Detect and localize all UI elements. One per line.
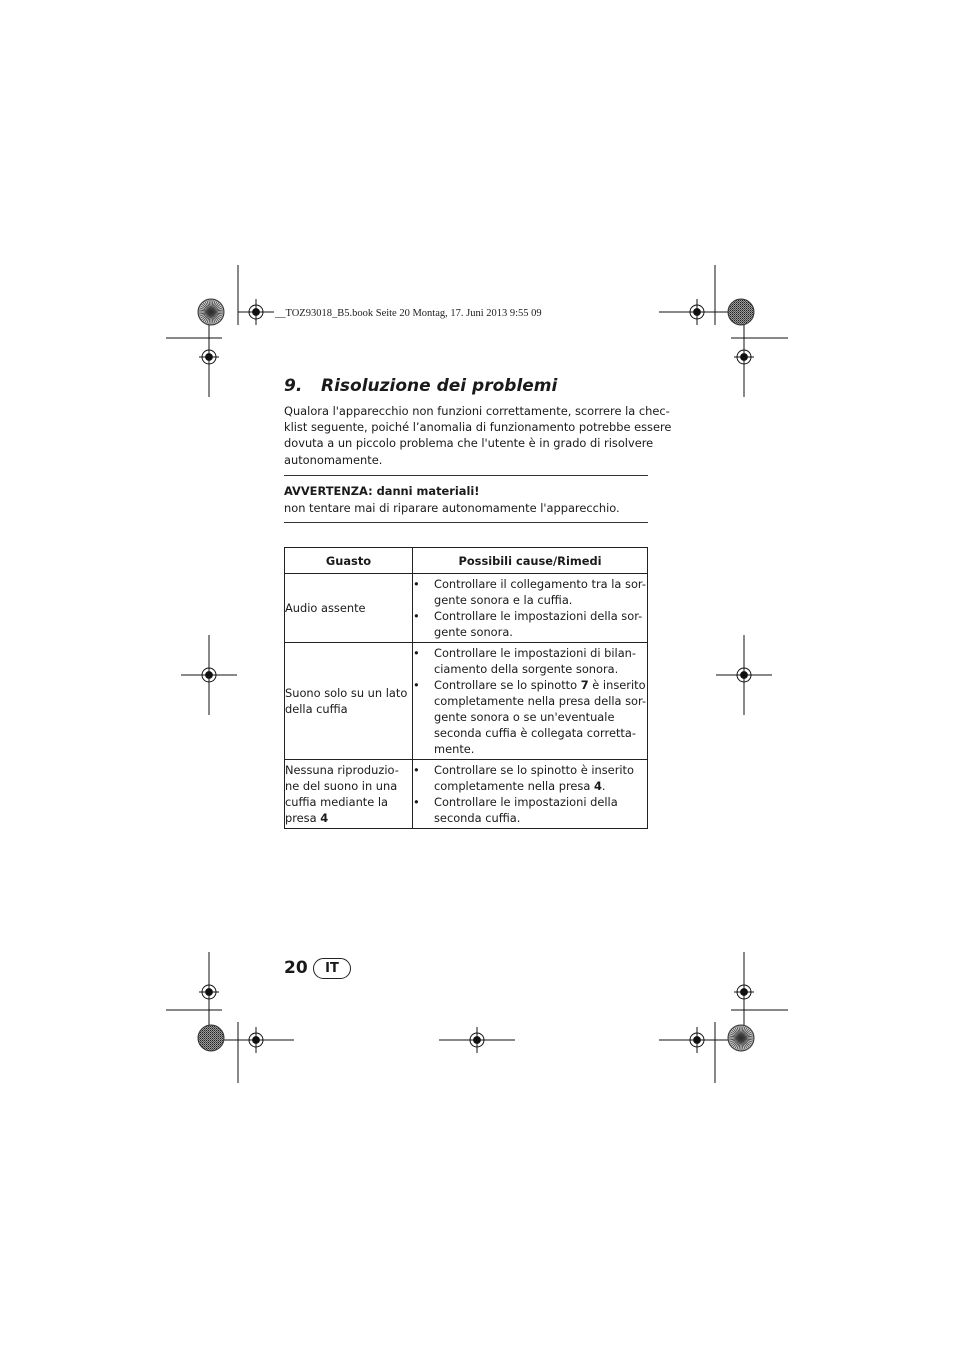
remedy-line: gente sonora o se un'eventuale [434, 710, 615, 724]
registration-target-center [253, 1037, 260, 1044]
registration-target-center [206, 354, 213, 361]
fault-text: Nessuna riproduzio- [285, 763, 399, 777]
registration-target-center [741, 354, 748, 361]
remedy-line: • Controllare se lo spinotto è inserito [434, 763, 634, 777]
remedy-item [413, 794, 647, 826]
intro-paragraph [284, 403, 672, 468]
warning-top-rule [284, 475, 648, 476]
remedy-line: • Controllare le impostazioni della sor- [434, 609, 643, 623]
language-badge: IT [313, 958, 351, 979]
remedy-item [413, 762, 647, 794]
fault-cell [285, 643, 413, 760]
remedy-line: • Controllare se lo spinotto 7 è inserito [434, 678, 646, 692]
registration-target-center [253, 309, 260, 316]
warning-bottom-rule [284, 522, 648, 523]
registration-target-center [741, 672, 748, 679]
remedy-line: completamente nella presa della sor- [434, 694, 647, 708]
section-heading [284, 376, 557, 396]
fault-cell [285, 574, 413, 643]
fault-text: della cuffia [285, 702, 348, 716]
warning-title: AVVERTENZA: danni materiali! [284, 484, 480, 498]
remedies-cell [413, 574, 648, 643]
troubleshooting-table [284, 547, 648, 829]
remedy-line: ciamento della sorgente sonora. [434, 662, 619, 676]
remedy-line: • Controllare il collegamento tra la sor- [434, 577, 646, 591]
registration-target-center [694, 309, 701, 316]
registration-target-center [474, 1037, 481, 1044]
fault-text: ne del suono in una [285, 779, 398, 793]
remedy-line: gente sonora e la cuffia. [434, 593, 573, 607]
page-number: 20 [284, 958, 308, 978]
print-header-line: __TOZ93018_B5.book Seite 20 Montag, 17. Juni 2013 9:55 09 [275, 308, 542, 319]
remedies-cell [413, 760, 648, 829]
intro-line: klist seguente, poiché l’anomalia di funzionamento potrebbe essere [284, 420, 672, 435]
remedies-list [413, 762, 647, 826]
remedy-item [413, 576, 647, 608]
gray-disc-icon [198, 1025, 224, 1051]
remedy-line: • Controllare le impostazioni di bilan- [434, 646, 637, 660]
intro-line: dovuta a un piccolo problema che l'utente è in grado di risolvere [284, 436, 654, 451]
remedy-line: gente sonora. [434, 625, 513, 639]
table-row [285, 574, 648, 643]
registration-target-center [741, 989, 748, 996]
remedy-line: seconda cuffia è collegata corretta- [434, 726, 636, 740]
table-row [285, 760, 648, 829]
table-row [285, 643, 648, 760]
section-number: 9. [284, 376, 303, 396]
remedy-line: mente. [434, 742, 475, 756]
fault-text: cuffia mediante la [285, 795, 389, 809]
remedy-line: seconda cuffia. [434, 811, 521, 825]
column-header-remedies: Possibili cause/Rimedi [413, 548, 648, 574]
remedy-item [413, 645, 647, 677]
remedy-line: • Controllare le impostazioni della [434, 795, 618, 809]
remedy-line: completamente nella presa 4. [434, 779, 606, 793]
fault-text: Audio assente [285, 601, 366, 615]
gray-disc-icon [728, 299, 754, 325]
remedies-cell [413, 643, 648, 760]
fault-text: presa 4 [285, 811, 329, 825]
registration-target-center [206, 989, 213, 996]
intro-line: Qualora l'apparecchio non funzioni correttamente, scorrere la chec- [284, 404, 670, 418]
remedy-item [413, 608, 647, 640]
intro-line: autonomamente. [284, 452, 383, 467]
section-title: Risoluzione dei problemi [321, 376, 558, 396]
table-header-row [285, 548, 648, 574]
column-header-fault: Guasto [285, 548, 413, 574]
warning-text: non tentare mai di riparare autonomamente l'apparecchio. [284, 501, 620, 515]
remedies-list [413, 576, 647, 640]
registration-target-center [694, 1037, 701, 1044]
fault-text: Suono solo su un lato [285, 686, 408, 700]
remedies-list [413, 645, 647, 757]
remedy-item [413, 677, 647, 757]
fault-cell [285, 760, 413, 829]
registration-target-center [206, 672, 213, 679]
